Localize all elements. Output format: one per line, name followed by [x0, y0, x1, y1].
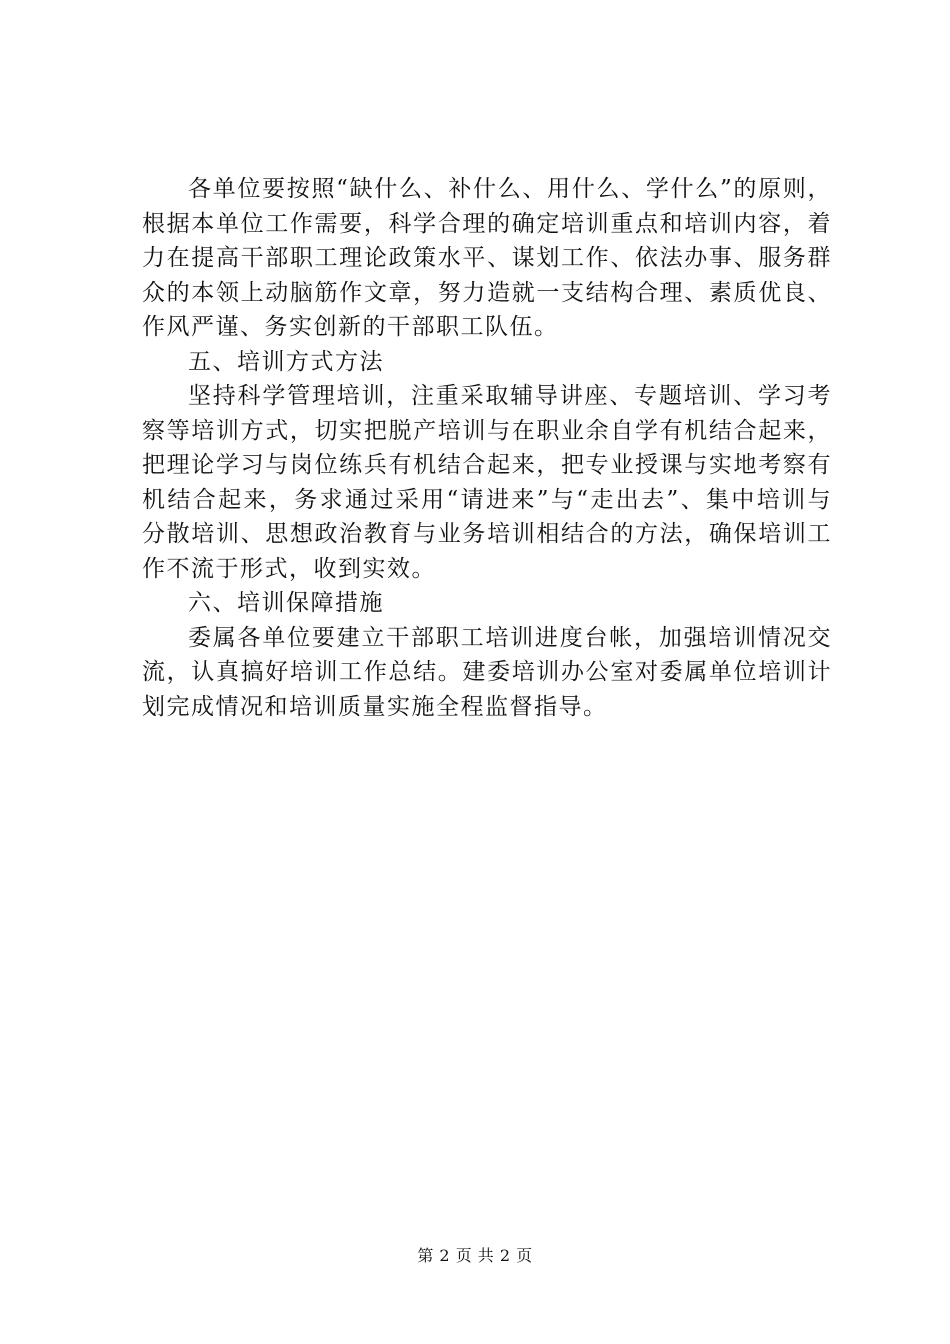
page-footer: 第 2 页 共 2 页 [417, 1246, 533, 1265]
document-body [142, 172, 832, 724]
section-heading-training-methods: 五、培训方式方法 [188, 348, 384, 375]
paragraph-training-content: 各单位要按照“缺什么、补什么、用什么、学什么”的原则，根据本单位工作需要，科学合理的确定培训重点和培训内容，着力在提高干部职工理论政策水平、谋划工作、依法办事、服务群众的本领上动脑筋作文章，努力造就一支结构合理、素质优良、作风严谨、务实创新的干部职工队伍。 [142, 176, 832, 340]
paragraph-training-safeguards: 委属各单位要建立干部职工培训进度台帐，加强培训情况交流，认真搞好培训工作总结。建委培训办公室对委属单位培训计划完成情况和培训质量实施全程监督指导。 [142, 624, 832, 720]
paragraph-training-methods: 坚持科学管理培训，注重采取辅导讲座、专题培训、学习考察等培训方式，切实把脱产培训与在职业余自学有机结合起来，把理论学习与岗位练兵有机结合起来，把专业授课与实地考察有机结合起来，务求通过采用“请进来”与“走出去”、集中培训与分散培训、思想政治教育与业务培训相结合的方法，确保培训工作不流于形式，收到实效。 [142, 383, 832, 582]
section-heading-training-safeguards: 六、培训保障措施 [188, 590, 384, 616]
